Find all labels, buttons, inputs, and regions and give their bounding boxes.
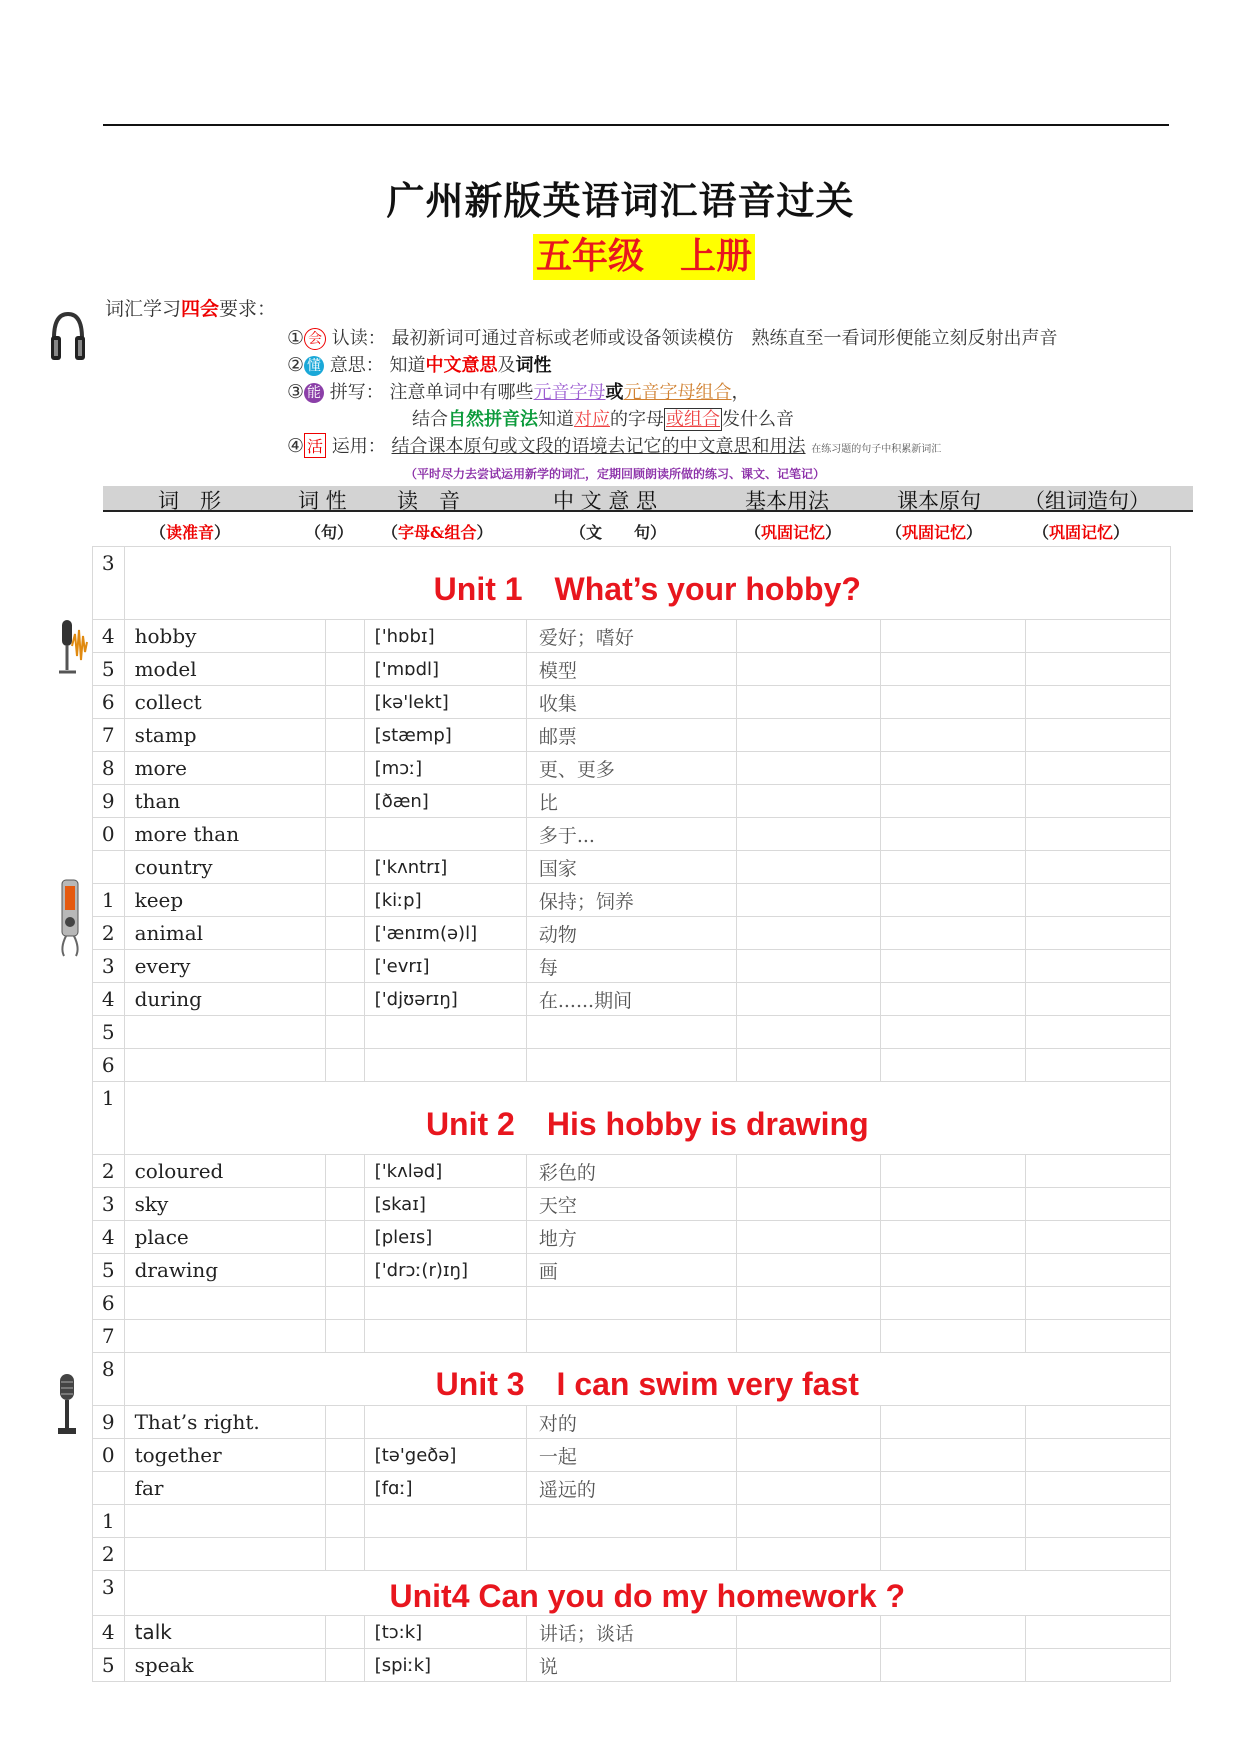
headphones-icon — [50, 308, 86, 364]
unit-title: Unit4 Can you do my homework ? — [124, 1571, 1170, 1616]
col-header-meaning: 中 文 意 思 — [553, 489, 658, 513]
subheader-word-form: （读准音） — [150, 523, 231, 542]
unit-title-row: 8 Unit 3 I can swim very fast — [93, 1353, 1171, 1406]
requirement-read: ① 会 认读： 最初新词可通过音标或老师或设备领读模仿 熟练直至一看词形便能立刻反射出声音 — [287, 327, 1058, 349]
unit-title: Unit 2 His hobby is drawing — [124, 1082, 1170, 1155]
requirement-use: ④ 活 运用： 结合课本原句或文段的语境去记它的中文意思和用法 在练习题的句子中积累新词汇 — [287, 435, 942, 457]
requirements-heading: 词汇学习四会要求： — [105, 298, 277, 320]
table-row: 7 stamp [stæmp] 邮票 — [93, 719, 1171, 752]
unit-title-row: 1 Unit 2 His hobby is drawing — [93, 1082, 1171, 1155]
table-row: 4 hobby ['hɒbɪ] 爱好；嗜好 — [93, 620, 1171, 653]
table-row: 6 — [93, 1287, 1171, 1320]
table-row: 9 than [ðæn] 比 — [93, 785, 1171, 818]
grade-banner: 五年级 上册 — [533, 234, 755, 280]
subheader-part-of-speech: （句） — [305, 523, 354, 542]
subheader-meaning: （文 句） — [570, 523, 667, 542]
table-row: 0 more than 多于... — [93, 818, 1171, 851]
unit-title: Unit 1 What’s your hobby? — [124, 547, 1170, 620]
col-header-usage: 基本用法 — [745, 489, 829, 513]
badge-icon: 会 — [304, 328, 326, 350]
table-row: 1 keep [kiːp] 保持；饲养 — [93, 884, 1171, 917]
table-row: 6 — [93, 1049, 1171, 1082]
table-row: 4 talk [tɔ:k] 讲话；谈话 — [93, 1616, 1171, 1649]
badge-icon: 能 — [304, 383, 324, 403]
unit-title-row: 3 Unit4 Can you do my homework ? — [93, 1571, 1171, 1616]
page-title: 广州新版英语词汇语音过关 — [386, 179, 855, 223]
badge-icon: 活 — [304, 433, 326, 458]
table-row: far [fɑː] 遥远的 — [93, 1472, 1171, 1505]
requirement-meaning: ② 懂 意思： 知道中文意思及词性 — [287, 354, 552, 376]
subheader-usage: （巩固记忆） — [745, 523, 842, 542]
requirement-spell: ③ 能 拼写： 注意单词中有哪些元音字母或元音字母组合， — [287, 381, 750, 403]
table-row: country ['kʌntrɪ] 国家 — [93, 851, 1171, 884]
table-row: 5 model ['mɒdl] 模型 — [93, 653, 1171, 686]
practice-note: （平时尽力去尝试运用新学的词汇，定期回顾朗读所做的练习、课文、记笔记） — [405, 467, 826, 481]
table-row: 5 speak [spiːk] 说 — [93, 1649, 1171, 1682]
requirement-spell-line2: 结合自然拼音法知道对应的字母 或组合 发什么音 — [412, 409, 794, 430]
top-rule — [103, 124, 1169, 126]
subheader-textbook-sentence: （巩固记忆） — [886, 523, 983, 542]
microphone-wave-icon — [56, 616, 90, 676]
table-row: 6 collect [kə'lekt] 收集 — [93, 686, 1171, 719]
table-row: 4 place [pleɪs] 地方 — [93, 1221, 1171, 1254]
table-row: 4 during ['djʊərɪŋ] 在......期间 — [93, 983, 1171, 1016]
table-row: 5 — [93, 1016, 1171, 1049]
table-row: 7 — [93, 1320, 1171, 1353]
table-row: 2 animal ['ænɪm(ə)l] 动物 — [93, 917, 1171, 950]
col-header-pronunciation: 读 音 — [397, 489, 460, 513]
table-row: 1 — [93, 1505, 1171, 1538]
badge-icon: 懂 — [304, 356, 324, 376]
col-header-word-form: 词 形 — [158, 489, 221, 513]
table-row: 5 drawing ['drɔː(r)ɪŋ] 画 — [93, 1254, 1171, 1287]
vocabulary-table — [92, 546, 1171, 1682]
table-row: 2 coloured ['kʌləd] 彩色的 — [93, 1155, 1171, 1188]
col-header-part-of-speech: 词 性 — [298, 489, 347, 513]
subheader-pronunciation: （字母&组合） — [382, 523, 493, 542]
microphone-icon — [56, 1372, 78, 1438]
mp3-player-icon — [56, 878, 84, 960]
unit-title-row: 3 Unit 1 What’s your hobby? — [93, 547, 1171, 620]
unit-title: Unit 3 I can swim very fast — [124, 1353, 1170, 1406]
subheader-word-building: （巩固记忆） — [1033, 523, 1130, 542]
table-row: 2 — [93, 1538, 1171, 1571]
table-row: 0 together [tə'geðə] 一起 — [93, 1439, 1171, 1472]
col-header-word-building: （组词造句） — [1024, 489, 1150, 513]
table-row: 8 more [mɔː] 更、更多 — [93, 752, 1171, 785]
table-row: 3 sky [skaɪ] 天空 — [93, 1188, 1171, 1221]
col-header-textbook-sentence: 课本原句 — [897, 489, 981, 513]
table-row: 9 That’s right. 对的 — [93, 1406, 1171, 1439]
table-row: 3 every ['evrɪ] 每 — [93, 950, 1171, 983]
